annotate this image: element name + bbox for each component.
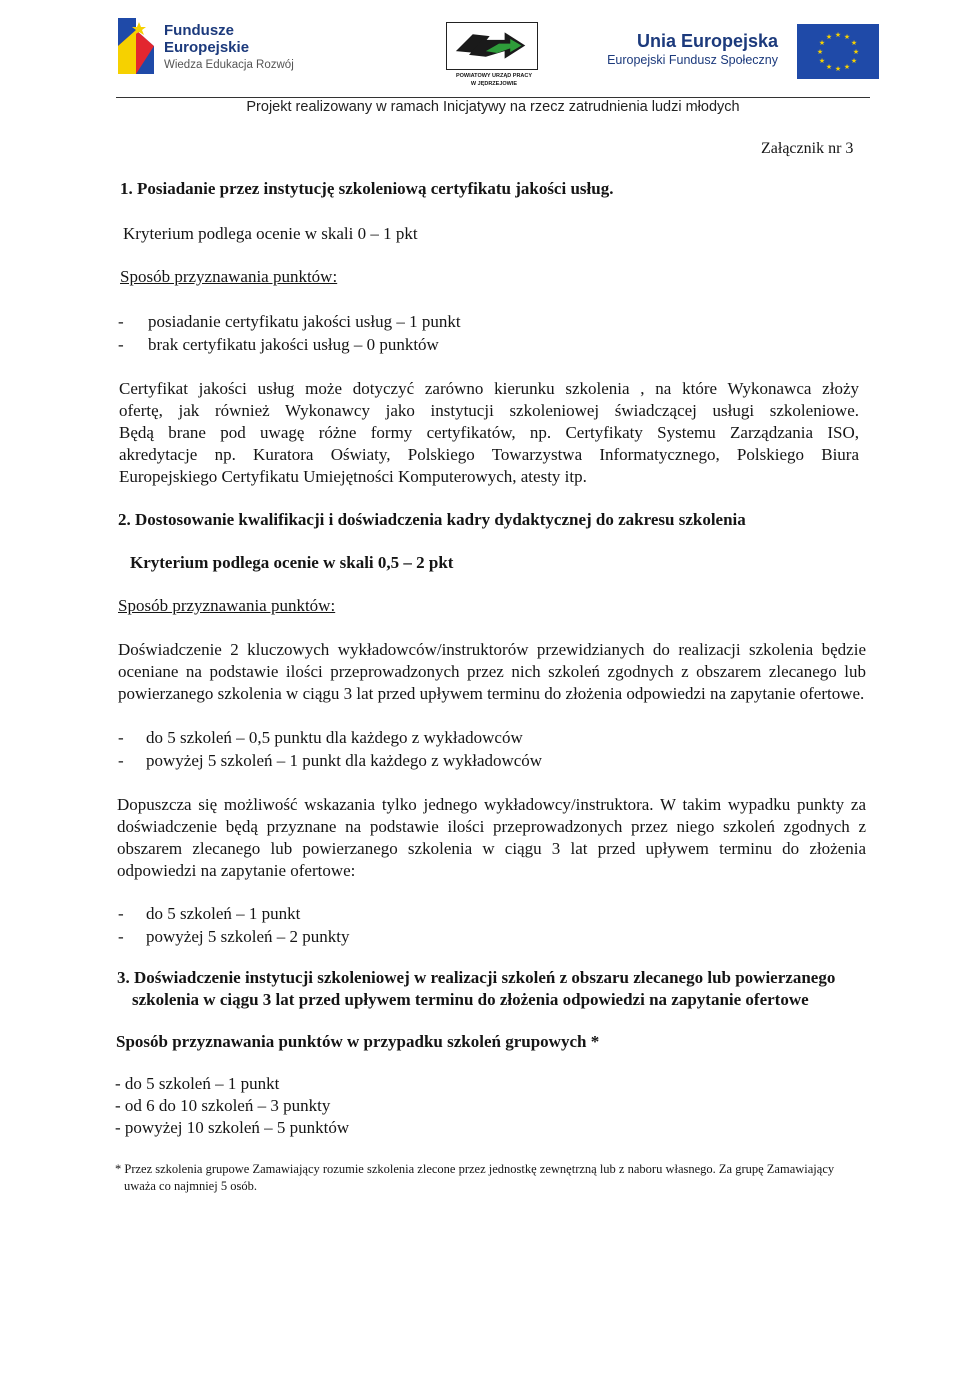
- svg-text:★: ★: [818, 39, 826, 47]
- list-dash: -: [118, 312, 124, 331]
- section2-heading: 2. Dostosowanie kwalifikacji i doświadczenia kadry dydaktycznej do zakresu szkolenia: [118, 510, 746, 529]
- paragraph-line: powierzanego szkolenia w ciągu 3 lat przed upływem terminu do złożenia odpowiedzi na zapytanie ofertowe.: [118, 684, 865, 703]
- section3-method: Sposób przyznawania punktów w przypadku szkoleń grupowych *: [116, 1032, 600, 1051]
- section2-item-1: do 5 szkoleń – 0,5 punktu dla każdego z wykładowców: [146, 728, 523, 747]
- paragraph-line: Będą brane pod uwagę różne formy certyfikatów, np. Certyfikaty Systemu Zarządzania ISO,: [119, 423, 859, 442]
- eu-flag-icon: [797, 24, 879, 79]
- svg-text:★: ★: [850, 57, 858, 65]
- eu-title: Unia Europejska: [636, 31, 778, 51]
- section3-heading-line-1: 3. Doświadczenie instytucji szkoleniowej w realizacji szkoleń z obszaru zlecanego lub powierzanego: [117, 968, 836, 987]
- section3-item-3: - powyżej 10 szkoleń – 5 punktów: [115, 1118, 350, 1137]
- project-line: Projekt realizowany w ramach Inicjatywy na rzecz zatrudnienia ludzi młodych: [246, 99, 740, 115]
- section2-item-2: powyżej 5 szkoleń – 1 punkt dla każdego z wykładowców: [146, 751, 543, 770]
- paragraph-line: akredytacje np. Kuratora Oświaty, Polskiego Towarzystwa Informatycznego, Polskiego Biura: [119, 445, 859, 464]
- paragraph-line: ofertę, jak również Wykonawcy jako instytucji szkoleniowej świadczącej usługi szkoleniowe.: [119, 401, 859, 420]
- svg-text:★: ★: [852, 48, 860, 56]
- section3-heading-line-2: szkolenia w ciągu 3 lat przed upływem terminu do złożenia odpowiedzi na zapytanie ofertowe: [132, 990, 809, 1009]
- section2-item-3: do 5 szkoleń – 1 punkt: [146, 904, 301, 923]
- paragraph-line: Doświadczenie 2 kluczowych wykładowców/instruktorów przewidzianych do realizacji szkolenia będzie: [118, 640, 866, 659]
- paragraph-line: doświadczenie będą przyznane na podstawie ilości przeprowadzonych przez niego szkoleń zgodnych z: [117, 817, 866, 836]
- header-divider: [116, 97, 870, 98]
- footnote-line-1: * Przez szkolenia grupowe Zamawiający rozumie szkolenia zlecone przez jednostkę zewnętrzną lub z naboru własnego. Za grupę Zamawiający: [115, 1162, 835, 1176]
- list-dash: -: [118, 904, 124, 923]
- section1-item-2: brak certyfikatu jakości usług – 0 punktów: [148, 335, 439, 354]
- section2-item-4: powyżej 5 szkoleń – 2 punkty: [146, 927, 350, 946]
- eu-label: [607, 31, 778, 68]
- fundusze-europejskie-text: [164, 22, 294, 73]
- eu-subtitle: Europejski Fundusz Społeczny: [607, 53, 778, 67]
- fundusze-europejskie-emblem-icon: [116, 16, 156, 76]
- footnote-line-2: uważa co najmniej 5 osób.: [124, 1179, 257, 1193]
- section3-item-2: - od 6 do 10 szkoleń – 3 punkty: [115, 1096, 331, 1115]
- fe-title-line-1: Fundusze: [164, 22, 234, 39]
- section3-item-1: - do 5 szkoleń – 1 punkt: [115, 1074, 280, 1093]
- section1-criterion: Kryterium podlega ocenie w skali 0 – 1 pkt: [123, 224, 418, 243]
- svg-text:★: ★: [850, 39, 858, 47]
- section1-heading: 1. Posiadanie przez instytucję szkoleniową certyfikatu jakości usług.: [120, 179, 614, 198]
- fe-title-line-2: Europejskie: [164, 39, 250, 56]
- svg-text:★: ★: [825, 33, 833, 41]
- svg-text:★: ★: [843, 63, 851, 71]
- section1-item-1: posiadanie certyfikatu jakości usług – 1 punkt: [148, 312, 461, 331]
- list-dash: -: [118, 751, 124, 770]
- svg-text:★: ★: [816, 48, 824, 56]
- pup-logo-frame: [446, 22, 538, 70]
- paragraph-line: oceniane na podstawie ilości przeprowadzonych przez nich szkoleń zgodnych z obszarem zlecanego lub: [118, 662, 866, 681]
- list-dash: -: [118, 728, 124, 747]
- svg-text:★: ★: [825, 63, 833, 71]
- svg-text:★: ★: [834, 31, 842, 39]
- fe-subtitle: Wiedza Edukacja Rozwój: [164, 59, 294, 71]
- list-dash: -: [118, 927, 124, 946]
- svg-text:★: ★: [834, 65, 842, 73]
- pup-name-line-1: POWIATOWY URZĄD PRACY: [455, 73, 533, 79]
- pup-logo: [446, 22, 542, 94]
- pup-name-line-2: W JĘDRZEJOWIE: [470, 81, 518, 87]
- fundusze-europejskie-logo: [116, 16, 316, 80]
- svg-text:★: ★: [843, 33, 851, 41]
- section2-paragraph-1: [118, 639, 866, 705]
- svg-text:★: ★: [818, 57, 826, 65]
- section1-method: Sposób przyznawania punktów:: [120, 267, 338, 286]
- paragraph-line: Europejskiego Certyfikatu Umiejętności Komputerowych, atesty itp.: [119, 467, 587, 486]
- section2-method: Sposób przyznawania punktów:: [118, 596, 336, 615]
- pup-arrows-icon: [447, 23, 536, 68]
- paragraph-line: Dopuszcza się możliwość wskazania tylko jednego wykładowcy/instruktora. W takim wypadku punkty za: [117, 795, 866, 814]
- paragraph-line: odpowiedzi na zapytanie ofertowe:: [117, 861, 356, 880]
- paragraph-line: Certyfikat jakości usług może dotyczyć zarówno kierunku szkolenia , na które Wykonawca złoży: [119, 379, 859, 398]
- paragraph-line: obszarem zlecanego lub powierzanego szkolenia w ciągu 3 lat przed upływem terminu do złożenia: [117, 839, 866, 858]
- section2-paragraph-2: [117, 794, 866, 882]
- list-dash: -: [118, 335, 124, 354]
- attachment-label: Załącznik nr 3: [761, 140, 854, 157]
- section2-criterion: Kryterium podlega ocenie w skali 0,5 – 2 pkt: [130, 553, 454, 572]
- section1-paragraph: [119, 378, 859, 488]
